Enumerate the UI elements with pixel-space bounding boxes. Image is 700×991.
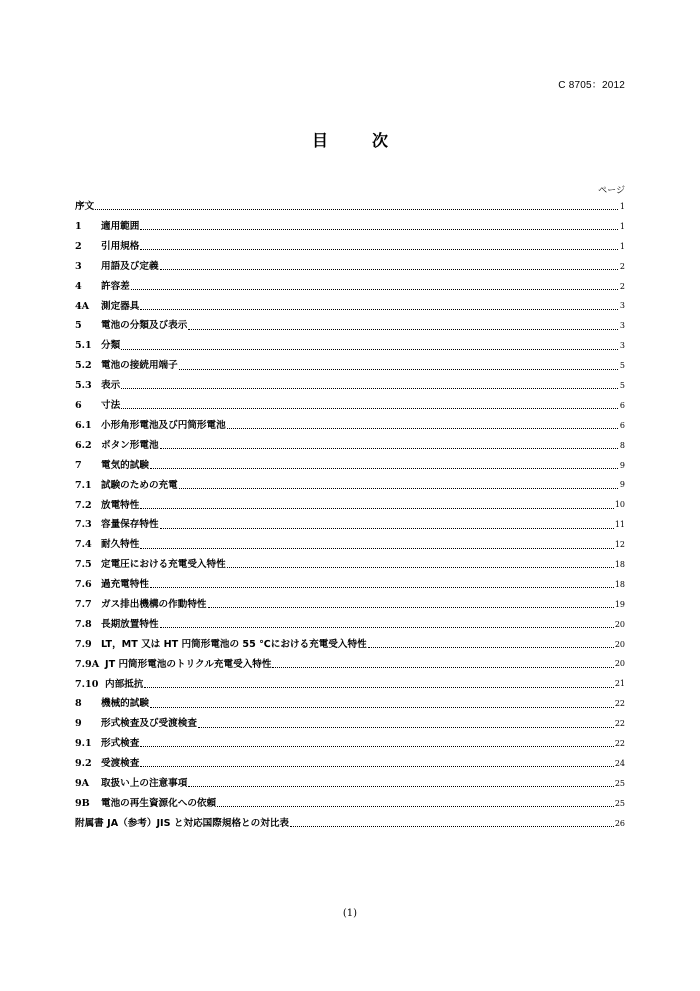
toc-entry[interactable] (75, 217, 625, 237)
toc-entry-number: 7.3 (75, 519, 92, 531)
dot-leader (95, 208, 618, 210)
toc-entry[interactable] (75, 794, 625, 814)
toc-entry-title: 形式検査及び受渡検査 (101, 718, 197, 730)
dot-leader (150, 706, 614, 708)
toc-entry-page: 11 (614, 520, 625, 530)
toc-entry-title: 内部抵抗 (105, 678, 144, 690)
page-title: 目 次 (311, 131, 402, 150)
toc-entry[interactable] (75, 456, 625, 476)
toc-entry-title: 放電特性 (101, 499, 140, 511)
toc-entry-title: 引用規格 (101, 240, 140, 252)
dot-leader (290, 825, 614, 827)
toc-entry-title: 表示 (101, 380, 121, 392)
toc-entry-title: 定電圧における充電受入特性 (101, 559, 226, 571)
toc-entry[interactable] (75, 336, 625, 356)
toc-entry-number: 5.1 (75, 340, 92, 352)
toc-entry-page: 19 (614, 599, 625, 609)
toc-entry[interactable] (75, 475, 625, 495)
dot-leader (179, 487, 618, 489)
toc-entry-title: ガス排出機構の作動特性 (101, 598, 207, 610)
toc-entry[interactable] (75, 654, 625, 674)
toc-entry-title: 長期放置特性 (101, 618, 159, 630)
toc-entry-page: 6 (619, 420, 625, 430)
toc-entry-title: LT，MT 又は HT 円筒形電池の 55 ℃における充電受入特性 (101, 638, 367, 650)
toc-entry-page: 18 (614, 579, 625, 589)
toc-entry-title: ボタン形電池 (101, 439, 159, 451)
toc-entry-title: 許容差 (101, 280, 130, 292)
dot-leader (188, 328, 618, 330)
toc-entry-number: 4 (75, 280, 82, 292)
toc-entry-title: 電気的試験 (101, 459, 149, 471)
dot-leader (121, 387, 618, 389)
toc-entry[interactable] (75, 316, 625, 336)
table-of-contents (75, 197, 625, 834)
toc-entry[interactable] (75, 376, 625, 396)
toc-entry[interactable] (75, 774, 625, 794)
toc-entry-number: 5 (75, 320, 82, 332)
dot-leader (188, 785, 613, 787)
toc-entry-page: 22 (614, 719, 625, 729)
toc-entry-number: 7.8 (75, 618, 92, 630)
toc-entry-page: 25 (614, 778, 625, 788)
toc-entry-page: 5 (619, 380, 625, 390)
toc-entry-page: 2 (619, 281, 625, 291)
dot-leader (160, 527, 614, 529)
toc-entry[interactable] (75, 754, 625, 774)
dot-leader (160, 447, 618, 449)
toc-entry-number: 9.2 (75, 758, 92, 770)
dot-leader (227, 566, 614, 568)
dot-leader (140, 765, 613, 767)
toc-entry[interactable] (75, 495, 625, 515)
toc-entry-title: 小形角形電池及び円筒形電池 (101, 419, 226, 431)
toc-entry-number: 4A (75, 300, 90, 312)
toc-entry-number: 7.6 (75, 579, 92, 591)
dot-leader (140, 248, 618, 250)
toc-entry-number: 6.1 (75, 419, 92, 431)
dot-leader (150, 586, 614, 588)
toc-entry-title: 電池の再生資源化への依頼 (101, 797, 217, 809)
toc-entry-number: 3 (75, 260, 82, 272)
toc-entry-number: 7.7 (75, 598, 92, 610)
dot-leader (140, 308, 618, 310)
toc-entry-page: 1 (619, 221, 625, 231)
toc-entry-title: 測定器具 (101, 300, 140, 312)
toc-entry-title: 適用範囲 (101, 221, 140, 233)
toc-entry-number: 7.2 (75, 499, 92, 511)
toc-entry-page: 20 (614, 659, 625, 669)
dot-leader (217, 805, 614, 807)
toc-entry-number: 6.2 (75, 439, 92, 451)
toc-entry-page: 18 (614, 559, 625, 569)
toc-entry-number: 7.4 (75, 539, 92, 551)
document-code: C 8705：2012 (558, 80, 625, 91)
toc-entry-page: 21 (614, 679, 625, 689)
toc-entry[interactable] (75, 515, 625, 535)
dot-leader (160, 626, 614, 628)
dot-leader (160, 268, 618, 270)
dot-leader (140, 745, 613, 747)
toc-entry-title: 受渡検査 (101, 758, 140, 770)
toc-entry-number: 7.1 (75, 479, 92, 491)
toc-entry-page: 6 (619, 400, 625, 410)
toc-entry[interactable] (75, 296, 625, 316)
toc-entry[interactable] (75, 575, 625, 595)
toc-entry[interactable] (75, 356, 625, 376)
dot-leader (368, 646, 614, 648)
toc-entry[interactable] (75, 396, 625, 416)
toc-entry-title: 耐久特性 (101, 539, 140, 551)
toc-entry-page: 1 (619, 201, 625, 211)
dot-leader (140, 228, 618, 230)
toc-entry[interactable] (75, 694, 625, 714)
toc-entry-page: 24 (614, 758, 625, 768)
toc-entry[interactable] (75, 734, 625, 754)
toc-entry-page: 1 (619, 241, 625, 251)
toc-entry-title: 取扱い上の注意事項 (101, 777, 188, 789)
dot-leader (150, 467, 618, 469)
toc-entry-title: 電池の接続用端子 (101, 360, 178, 372)
toc-entry-page: 3 (619, 301, 625, 311)
dot-leader (198, 726, 614, 728)
toc-entry-number: 9B (75, 797, 90, 809)
toc-entry-page: 12 (614, 540, 625, 550)
dot-leader (272, 666, 613, 668)
toc-entry-page: 10 (614, 500, 625, 510)
toc-entry[interactable] (75, 535, 625, 555)
toc-entry[interactable] (75, 814, 625, 834)
toc-entry[interactable] (75, 237, 625, 257)
toc-entry-number: 5.2 (75, 360, 92, 372)
toc-entry-title: 序文 (75, 201, 95, 213)
dot-leader (144, 686, 613, 688)
toc-entry-page: 22 (614, 699, 625, 709)
toc-entry-page: 22 (614, 738, 625, 748)
toc-entry-number: 7.9 (75, 638, 92, 650)
toc-entry-number: 9A (75, 777, 90, 789)
toc-entry[interactable] (75, 635, 625, 655)
toc-entry-title: 電池の分類及び表示 (101, 320, 188, 332)
dot-leader (131, 288, 618, 290)
toc-entry-title: 附属書 JA（参考）JIS と対応国際規格との対比表 (75, 817, 290, 829)
toc-entry-number: 9.1 (75, 738, 92, 750)
page-column-label: ページ (598, 186, 625, 196)
toc-entry-title: JT 円筒形電池のトリクル充電受入特性 (105, 658, 272, 670)
toc-entry-number: 7 (75, 459, 82, 471)
toc-entry-title: 機械的試験 (101, 698, 149, 710)
toc-entry[interactable] (75, 615, 625, 635)
dot-leader (179, 368, 618, 370)
toc-entry-page: 26 (614, 818, 625, 828)
toc-entry-title: 用語及び定義 (101, 260, 159, 272)
toc-entry-page: 8 (619, 440, 625, 450)
toc-entry[interactable] (75, 277, 625, 297)
dot-leader (227, 427, 618, 429)
toc-entry-number: 7.10 (75, 678, 99, 690)
toc-entry-number: 5.3 (75, 380, 92, 392)
toc-entry[interactable] (75, 436, 625, 456)
toc-entry-title: 試験のための充電 (101, 479, 178, 491)
toc-entry-page: 20 (614, 619, 625, 629)
dot-leader (208, 606, 614, 608)
dot-leader (140, 547, 613, 549)
toc-entry-number: 7.5 (75, 559, 92, 571)
toc-entry-page: 3 (619, 321, 625, 331)
toc-entry-number: 8 (75, 698, 82, 710)
toc-entry-title: 過充電特性 (101, 579, 149, 591)
page-number: (1) (342, 908, 358, 919)
dot-leader (121, 348, 618, 350)
toc-entry-page: 25 (614, 798, 625, 808)
toc-entry-number: 7.9A (75, 658, 100, 670)
toc-entry-number: 2 (75, 240, 82, 252)
toc-entry-title: 寸法 (101, 400, 121, 412)
toc-entry-page: 3 (619, 341, 625, 351)
dot-leader (140, 507, 613, 509)
toc-entry-title: 容量保存特性 (101, 519, 159, 531)
toc-entry[interactable] (75, 714, 625, 734)
toc-entry[interactable] (75, 257, 625, 277)
dot-leader (121, 407, 618, 409)
toc-entry[interactable] (75, 416, 625, 436)
toc-entry[interactable] (75, 197, 625, 217)
toc-entry-page: 5 (619, 361, 625, 371)
toc-entry-number: 6 (75, 400, 82, 412)
toc-entry[interactable] (75, 555, 625, 575)
toc-entry-title: 分類 (101, 340, 121, 352)
toc-entry-number: 9 (75, 718, 82, 730)
toc-entry-page: 20 (614, 639, 625, 649)
toc-entry-page: 2 (619, 261, 625, 271)
toc-entry[interactable] (75, 674, 625, 694)
toc-entry-page: 9 (619, 480, 625, 490)
toc-entry-title: 形式検査 (101, 738, 140, 750)
toc-entry-number: 1 (75, 221, 82, 233)
toc-entry[interactable] (75, 595, 625, 615)
toc-entry-page: 9 (619, 460, 625, 470)
